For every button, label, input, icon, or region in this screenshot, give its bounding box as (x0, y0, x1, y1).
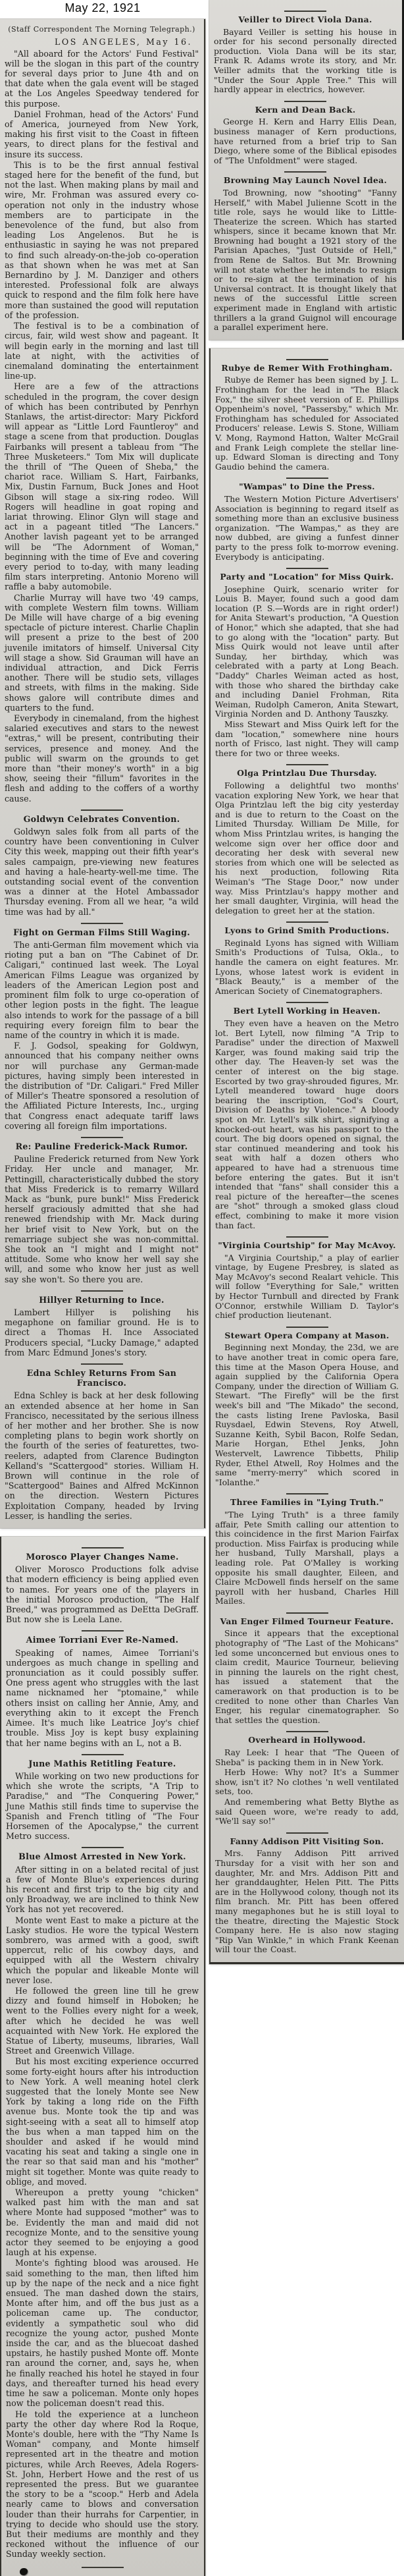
article-paragraph: "The Lying Truth" is a three family affair, Pete Smith calling our attention to this coincidence in the first Marion Fairfax production. Miss Fairfax is producing while her husband, Tully Marshall, plays a leading role. Pat O'Malley is working opposite his small daughter, Eileen, and Claire McDowell finds herself on the same payroll with her husband, Charles Hill Mailes. (215, 1509, 399, 1606)
article (215, 1327, 399, 1488)
article-heading: Hillyer Returning to Ince. (39, 1294, 164, 1305)
article (6, 1547, 199, 1624)
newspaper-clipping (209, 0, 404, 340)
ink-blot (20, 2568, 28, 2575)
section-divider-rule (286, 1493, 328, 1494)
article-heading: "Virginia Courtship" for May McAvoy. (218, 1240, 396, 1251)
article-heading: Edna Schley Returns From San Francisco. (26, 1368, 177, 1388)
article-paragraph: Whereupon a pretty young "chicken" walked past him with the man and sat where Monte had supposed "mother" was to be. Evidently the man and maid did not recognize Monte, and to the sensitive young actor they seemed to be enjoying a good laugh at his expense. (6, 2187, 199, 2258)
article-paragraph: F. J. Godsol, speaking for Goldwyn, announced that his company neither owns nor will purchase any German-made pictures, having simply been interested in the distribution of "Dr. Caligari." Fred Miller of Miller's Theatre sponsored a resolution of the Affiliated Picture Interests, Inc., urging that Congress enact adequate tariff laws covering all foreign film importations. (5, 1041, 199, 1131)
article-heading: Fanny Addison Pitt Visiting Son. (230, 1836, 384, 1846)
article-heading: Aimee Torriani Ever Re-Named. (26, 1635, 179, 1645)
section-divider-rule (82, 1847, 124, 1848)
article-heading: Browning May Launch Novel Idea. (223, 175, 388, 186)
article-paragraph: Following a delightful two months' vacation exploring New York, we hear that Olga Printzlau left the big city yesterday and is due to return to the Coast on the Limited Thursday. William De Mille, for whom Miss Printzlau writes, is hanging the welcome sign over her office door and decorating her desk with several new stories from which one will be selected as his next production, following Rita Weiman's "The Stage Door," now under way. Miss Printzlau's happy mother and her small daughter, Virginia, will head the delegation to greet her at the station. (215, 780, 399, 916)
section-divider-rule (286, 921, 328, 923)
article-paragraph: Tod Browning, now "shooting" "Fanny Herself," with Mabel Julienne Scott in the title role, says he would like to Little-Theaterize the screen. Which has started whispers, since it became known that Mr. Browning had bought a 1921 story of the Parisian Apaches, "Just Outside of Hell," from Rene de Saltos. But Mr. Browning will not state whether he intends to resign or to re-sign at the termination of his Universal contract. It is thought likely that news of the successful Little screen experiment made in England with artistic thrillers a la grand Guignol will encourage a parallel experiment here. (214, 187, 397, 333)
article-paragraph: Mrs. Fanny Addison Pitt arrived Thursday for a visit with her son and daughter, Mr. and Mrs. Addison Pitt and her granddaughter, Helen Pitt. The Pitts are in the Hollywood colony, though not its film branch. Mr. Pitt has been offered many megaphones but he is still loyal to the theatre, directing the Majestic Stock Company here. He is also now staging "Rip Van Winkle," in which Frank Keenan will tour the Coast. (215, 1848, 399, 1955)
article-paragraph: After sitting in on a belated recital of just a few of Monte Blue's experiences during his recent and first trip to the big city and only Broadway, we are inclined to think New York has not yet recovered. (6, 1864, 199, 1915)
article (215, 359, 399, 472)
article-heading: Blue Almost Arrested in New York. (18, 1851, 186, 1862)
article-paragraph: The festival is to be a combination of circus, fair, wild west show and pageant. It will begin early in the morning and last till late at night, with the activities of cinemaland dominating the entertainment line-up. (5, 321, 199, 381)
article-paragraph: Edna Schley is back at her desk following an extended absence at her home in San Francisco, necessitated by the serious illness of her mother and her brother. She is now completing plans to begin work shortly on the fourth of the series of featurettes, two-reelers, adapted from Clarence Budington Kelland's "Scattergood" stories. William H. Brown will continue in the role of "Scattergood" Baines and Alfred McKinnon on the direction. Western Pictures Exploitation Company, headed by Irving Lesser, is handling the series. (5, 1390, 199, 1521)
section-divider-rule (82, 1547, 124, 1548)
article (214, 171, 397, 333)
section-divider-rule (284, 101, 326, 102)
article-paragraph: Bayard Veiller is setting his house in order for his second personally directed production. Viola Dana will be its star, Frank R. Adams wrote its story, and Mr. Veiller admits that the working title is "Under the Sour Apple Tree." This will hardly appear in electrics, however. (214, 26, 397, 95)
right-column-clippings (209, 0, 404, 1964)
article (215, 921, 399, 996)
newspaper-clipping (0, 1537, 205, 2576)
article (6, 1630, 199, 1747)
article-paragraph: Charlie Murray will have two '49 camps, with complete Western film towns. William De Mille will have charge of a big evening spectacle of picture interest. Charlie Chaplin will present a prize to the best of 200 juvenile imitators of himself. Universal City will stage a show. Sid Grauman will have an individual attraction, and Dick Ferris another. There will be studio sets, villages and streets, with films in the making. Side shows galore will contribute dimes and quarters to the fund. (5, 592, 199, 713)
article (215, 1832, 399, 1955)
article-heading: Bert Lytell Working in Heaven. (233, 1006, 381, 1016)
article-paragraph: "A Virginia Courtship," a play of earlier vintage, by Eugene Presbrey, is slated as May McAvoy's second Realart vehicle. This will follow "Everything for Sale," written by Hector Turnbull and directed by Frank O'Connor, erstwhile William D. Taylor's chief production lieutenant. (215, 1252, 399, 1321)
article-paragraph: He followed the green line till he grew dizzy and found himself in Hoboken; he went to the Follies every night for a week, after which he decided he was well acquainted with New York. He explored the Statue of Liberty, museums, libraries, Wall Street and Greenwich Village. (6, 1985, 199, 2056)
article-heading: June Mathis Retitling Feature. (28, 1758, 176, 1768)
article-paragraph: They even have a heaven on the Metro lot. Bert Lytell, now filming "A Trip to Paradise" under the direction of Maxwell Karger, was found making said trip the other day. The Heaven-ly set was the center of interest on the big stage. Escorted by two gray-shrouded figures, Mr. Lytell meandered toward huge doors bearing the inscription, "God's Court, Division of Deaths by Violence." A bloody spot on Mr. Lytell's silk shirt, signifying a knocked-out heart, was his passport to the court. The big doors opened on signal, the star continued meandering and took his seat with half a dozen others who appeared to have had a strenuous time before entering the gates. But it isn't intended that "fans" shall consider this a real picture of the hereafter—the scenes are "shot" through a smoked glass cloud effect, combining to make it more vision than fact. (215, 1018, 399, 1230)
article-heading: Fight on German Films Still Waging. (13, 927, 190, 937)
section-divider-rule (82, 2567, 124, 2568)
article (215, 764, 399, 916)
section-divider-rule (286, 1002, 328, 1003)
section-divider-rule (286, 1832, 328, 1834)
article-paragraph: This is to be the first annual festival staged here for the benefit of the fund, but not the last. When making plans by mail and wire, Mr. Frohman was assured every co-operation not only in the industry whose members are to participate in the benevolence of the fund, but also from leading Los Angelenos. But he is enthusiastic in saying he was not prepared to find such already-on-the-job co-operation as that shown when he was met at San Bernardino by J. M. Danziger and others interested. Professional folk are always quick to respond and the film folk here have more than sustained the good will reputation of the profession. (5, 159, 199, 320)
section-divider-rule (81, 1290, 123, 1292)
section-divider-rule (81, 1137, 123, 1138)
article-paragraph: George H. Kern and Harry Ellis Dean, business manager of Kern productions, have returned from a brief trip to San Diego, where some of the Biblical episodes of "The Unfoldment" were staged. (214, 117, 397, 165)
article (5, 1363, 199, 1521)
article (215, 1493, 399, 1606)
article (6, 1847, 199, 2559)
article (215, 568, 399, 758)
article (214, 101, 397, 166)
section-divider-rule (286, 1731, 328, 1732)
article-paragraph: The anti-German film movement which via rioting put a ban on "The Cabinet of Dr. Caligari," continued last week. The Loyal American Films League was organized by leaders of the American Legion post and prominent film folk to urge co-operation of other legion posts in the fight. The league also intends to work for the passage of a bill requiring every foreign film to bear the name of the country in which it is made. (5, 940, 199, 1040)
article (215, 478, 399, 562)
article-paragraph: Monte's fighting blood was aroused. He said something to the man, then lifted him up by the nape of the neck and a nice fight ensued. The man dashed down the stairs, Monte after him, and off the bus just as a policeman came up. The conductor, evidently a sympathetic soul who did recognize the young actor, pushed Monte inside the car, and as the bluecoat dashed upstairs, he hastily pushed Monte off. Monte ran around the corner, and, says he, when he finally reached his hotel he stayed in four days, and thereafter turned his head every time he saw a policeman. Monte only hopes now the policeman doesn't read this. (6, 2258, 199, 2409)
article-heading: Re: Pauline Frederick-Mack Rumor. (15, 1141, 188, 1151)
article-paragraph: Oliver Morosco Productions folk advise that modern efficiency is being applied even to names. For years one of the players in the initial Morosco production, "The Half Breed," was programmed as DeEtta DeGraff. But now she is Leela Lane. (6, 1564, 199, 1625)
article-heading: Overheard in Hollywood. (248, 1735, 366, 1745)
newspaper-clipping (209, 348, 404, 1964)
article (5, 809, 199, 917)
article-paragraph: Lambert Hillyer is polishing his megaphone on familiar ground. He is to direct a Thomas H. Ince Associated Producers special, "Lucky Damage," adapted from Marc Edmund Jones's story. (5, 1307, 199, 1357)
article (5, 1137, 199, 1284)
article-dateline: LOS ANGELES, May 16. (55, 37, 192, 47)
article-paragraph: Josephine Quirk, scenario writer for Louis B. Mayer, found such a good dam location (P. S.—Words are in right order!) for Anita Stewart's production, "A Question of Honor," which she adapted, that she had to go along with the "location" party. But Miss Quirk would not leave until after Sunday, her birthday, which was celebrated with a party at Long Beach. "Daddy" Charles Weiman acted as host, with those who shared the birthday cake and including Daniel Frohman, Rita Weiman, Rudolph Cameron, Anita Stewart, Virginia Norden and D. Anthony Tauszky. (215, 584, 399, 719)
article-paragraph: The Western Motion Picture Advertisers' Association is beginning to regard itself as something more than an exclusive business organization. "The Wampas," as they are now dubbed, are giving a funfest dinner party to the press folk to-morrow evening. Everybody is anticipating. (215, 493, 399, 562)
article-paragraph: Herb Howe: Why not? It's a Summer show, isn't it? No clothes 'n well ventilated sets, too. (215, 1767, 399, 1797)
article-paragraph: Monte went East to make a picture at the Lasky studios. He wore the typical Western sombrero, was armed with a good, swift uppercut, relic of his cowboy days, and equipped with all the Western chivalry which the popular and likeable Monte will never lose. (6, 1915, 199, 1985)
article-heading: Three Families in "Lying Truth." (230, 1497, 384, 1508)
section-divider-rule (284, 171, 326, 173)
section-divider-rule (286, 568, 328, 569)
article-byline: (Staff Correspondent The Morning Telegraph.) (8, 25, 195, 34)
section-divider-rule (82, 1630, 124, 1631)
article-paragraph: And remembering what Betty Blythe as said Queen wore, we're ready to add, "We'll say so!" (215, 1796, 399, 1826)
article-paragraph: Miss Stewart and Miss Quirk left for the dam "location," somewhere nine hours north of Frisco, last night. They will camp there for two or three weeks. (215, 719, 399, 758)
article-paragraph: "All aboard for the Actors' Fund Festival" will be the slogan in this part of the country for several days prior to June 4th and on that date when the gala event will be staged at the Los Angeles Speedway tendered for this purpose. (5, 48, 199, 109)
article-heading: Van Enger Filmed Tourneur Feature. (220, 1616, 394, 1626)
article-heading: Morosco Player Changes Name. (26, 1552, 179, 1562)
article-paragraph: Goldwyn sales folk from all parts of the country have been conventioning in Culver City this week, mapping out their fifth year's sales campaign, pre-viewing new features and having a hale-hearty-well-me time. The outstanding social event of the convention was a dinner at the Hotel Ambassador Thursday evening. From all we hear, "a wild time was had by all." (5, 827, 199, 917)
article-paragraph: Speaking of names, Aimee Torriani's undergoes as much change in spelling and pronunciation as it could possibly suffer. One press agent who struggles with the last name nicknamed her "ptomaine," while others insist on calling her Annie, Amy, and everything akin to it except the French Aimee. It's much like Leatrice Joy's chief trouble. Miss Joy is kept busy explaining that her name begins with an L, not a B. (6, 1647, 199, 1748)
section-divider-rule (286, 1236, 328, 1238)
section-divider-rule (81, 923, 123, 924)
article-paragraph: Everybody in cinemaland, from the highest salaried executives and stars to the newest "extras," will be present, contributing their services, presence and money. And the public will swarm on the grounds to get more than "their money's worth" in a big show, seeing their "fillum" favorites in the flesh and adding to the coffers of a worthy cause. (5, 713, 199, 804)
article (5, 923, 199, 1131)
article (215, 1236, 399, 1321)
article-paragraph: He told the experience at a luncheon party the other day where Rod la Roque, Monte's double, here with the "Thy Name Is Woman" company, and Monte himself represented art in the theatre and motion pictures, while Arch Reeves, Adela Rogers-St. John, Herbert Howe and the rest of us represented the press. But we guarantee the story to be a "scoop." Herb and Adela nearly came to blows and conversation louder than their hurrahs for Carpentier, in trying to decide who should use the story. But their mediums are monthly and they reckoned without the influence of our Sunday weekly section. (6, 2409, 199, 2560)
section-divider-rule (82, 1754, 124, 1755)
section-divider-rule (286, 764, 328, 765)
section-divider-rule (81, 1363, 123, 1365)
article (215, 1612, 399, 1726)
section-divider-rule (286, 359, 328, 360)
article-heading: Olga Printzlau Due Thursday. (237, 768, 377, 779)
article-heading: Goldwyn Celebrates Convention. (23, 813, 180, 824)
article-paragraph: Beginning next Monday, the 23d, we are to have another treat in comic opera fare, this time at the Mason Opera House, and again supplied by the California Opera Company, under the direction of William G. Stewart. "The Firefly" will be the first week's bill and "The Mikado" the second, the casts listing Irene Pavloska, Basil Ruysdael, Edwin Stevens, Roy Atwell, Suzanne Keith, Sybil Bacon, Rolfe Sedan, Marie Horgan, Ethel Jenks, John Westervelt, Lawrence Tibbetts, Philip Ryder, Ethel Atwell, Roy Holmes and the same "merry-merry" which scored in "Iolanthe." (215, 1342, 399, 1487)
section-divider-rule (286, 1327, 328, 1328)
article-paragraph: Pauline Frederick returned from New York Friday. Her uncle and manager, Mr. Pettingill, characteristically dubbed the story that Miss Frederick is to remarry Willard Mack as "bunk, pure bunk!" Miss Frederick herself graciously admitted that she had renewed friendship with Mr. Mack during her brief visit to New York, but on the remarriage subject she was non-committal. She took an "I might and I might not" attitude. Some who know her well say she will, and some who know her just as well say she won't. So there you are. (5, 1154, 199, 1284)
article-heading: Veiller to Direct Viola Dana. (238, 14, 372, 24)
article-heading: Kern and Dean Back. (255, 104, 356, 115)
article-heading: "Wampas" to Dine the Press. (239, 481, 375, 492)
article (215, 1731, 399, 1826)
article-paragraph: Here are a few of the attractions scheduled in the program, the cover design of which has been contributed by Penrhyn Stanlaws, the artist-director: Mary Pickford will appear as "Little Lord Fauntleroy" and stage a scene from that production. Douglas Fairbanks will present a tableau from "The Three Musketeers." Tom Mix will duplicate the thrill of "The Queen of Sheba," the chariot race. William S. Hart, Fairbanks, Mix, Dustin Farnum, Buck Jones and Hoot Gibson will stage a six-ring rodeo. Will Rogers will headline in goat roping and lariat throwing. Elinor Glyn will stage and act in a pageant titled "The Lancers." Another lavish pageant yet to be arranged will be "The Adornment of Woman," beginning with the time of Eve and covering every period to to-day, with many leading film stars interpreting. Antonio Moreno will raffle a baby automobile. (5, 381, 199, 592)
article-heading: Rubye de Remer With Frothingham. (221, 362, 393, 373)
article-paragraph: Daniel Frohman, head of the Actors' Fund of America, journeyed from New York, making his first visit to the Coast in fifteen years, to direct plans for the festival and insure its success. (5, 109, 199, 159)
article (6, 1754, 199, 1842)
article (5, 24, 199, 804)
article (214, 11, 397, 95)
date-heading: May 22, 1921 (0, 0, 205, 19)
article-paragraph: Rubye de Remer has been signed by J. L. Frothingham for the lead in "The Black Fox," the silver sheet version of E. Phillips Oppenheim's novel, "Passersby," which Mr. Frothingham has scheduled for Associated Producers' release. Lewis S. Stone, William V. Mong, Raymond Hatton, Walter McGrail and Frank Leigh complete the stellar line-up. Edward Sloman is directing and Tony Gaudio behind the camera. (215, 375, 399, 472)
article-heading: Lyons to Grind Smith Productions. (224, 925, 390, 936)
article-heading: Party and "Location" for Miss Quirk. (220, 572, 394, 582)
article (5, 1290, 199, 1357)
article (215, 1002, 399, 1230)
section-divider-rule (284, 11, 326, 12)
section-divider-rule (81, 809, 123, 811)
section-divider-rule (286, 478, 328, 479)
right-column (209, 0, 404, 1964)
left-column-clippings (0, 19, 205, 2575)
section-divider-rule (286, 1612, 328, 1614)
article-paragraph: But his most exciting experience occurred some forty-eight hours after his introduction to New York. A well meaning hotel clerk suggested that the lonely Monte see New York by taking a long ride on the Fifth avenue bus. Monte took the tip and was sight-seeing with a seat all to himself atop the bus when a man tapped him on the shoulder and asked if he would mind vacating his seat and taking a single one in the rear so that said man and his "mother" might sit together. Monte was quite ready to oblige, and moved. (6, 2056, 199, 2187)
article-heading: Stewart Opera Company at Mason. (224, 1330, 390, 1340)
article-paragraph: While working on two new productions for which she wrote the scripts, "A Trip to Paradise," and "The Conquering Power," June Mathis still finds time to supervise the Spanish and French titling of "The Four Horsemen of the Apocalypse," the current Metro success. (6, 1770, 199, 1842)
article-paragraph: Ray Leek: I hear that "The Queen of Sheba" is packing them in in New York. (215, 1747, 399, 1767)
article-paragraph: Reginald Lyons has signed with William Smith's Productions of Tulsa, Okla., to handle the camera on eight features. Mr. Lyons, whose latest work is evident in "Black Beauty," is a member of the American Society of Cinematographers. (215, 937, 399, 996)
article-paragraph: Since it appears that the exceptional photography of "The Last of the Mohicans" led some unconcerned but envious ones to claim credit, Maurice Tourneur, believing in pinning the laurels on the right chest, has issued a statement that the camerawork on that production is to be credited to none other than Charles Van Enger, his regular cinematographer. So that settles the question. (215, 1628, 399, 1725)
newspaper-clipping (0, 19, 205, 1528)
